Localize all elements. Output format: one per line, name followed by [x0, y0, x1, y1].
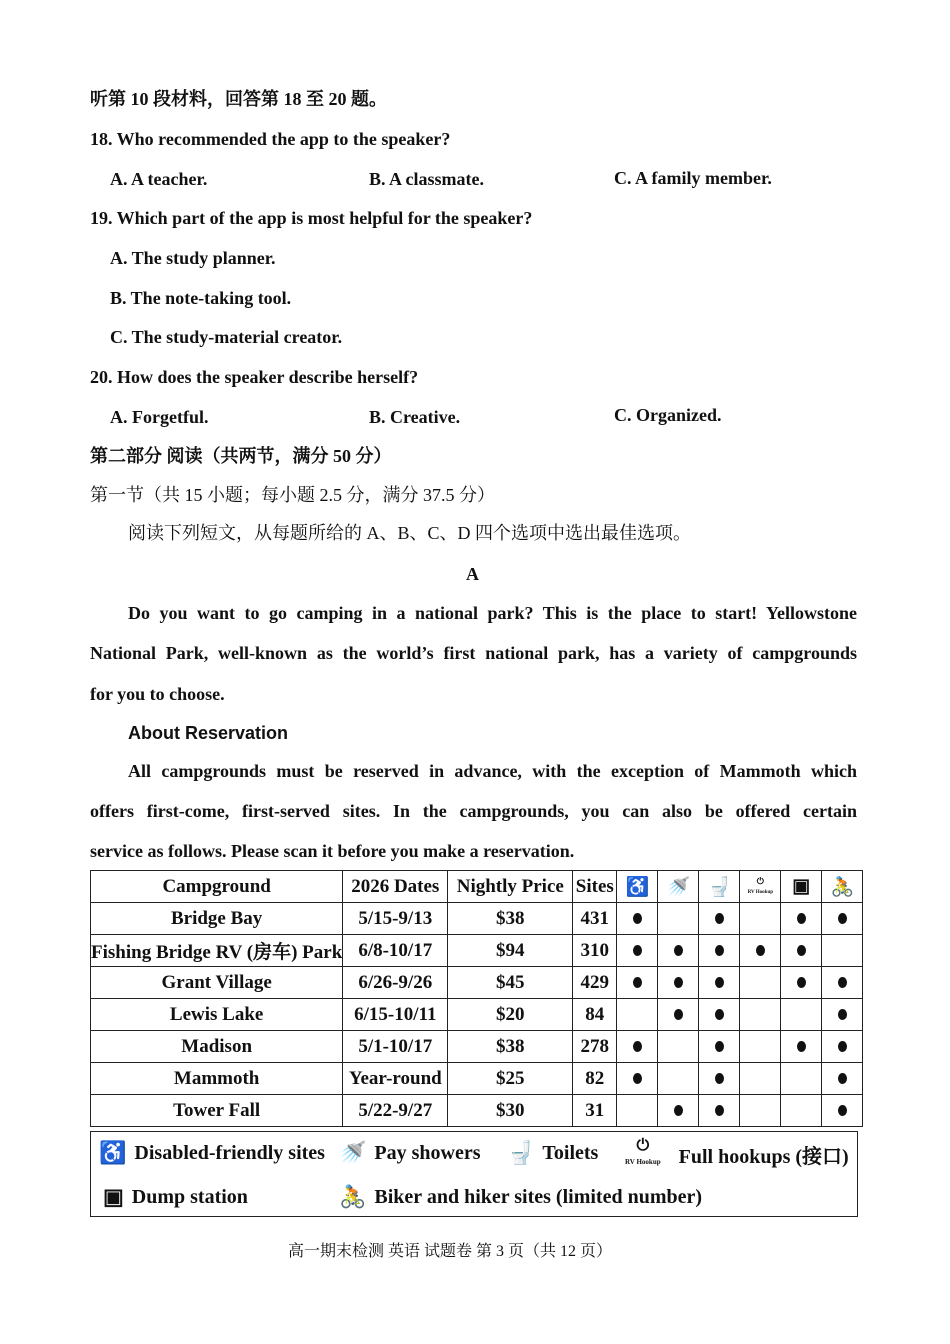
section-intro: 听第 10 段材料，回答第 18 至 20 题。 — [90, 89, 387, 109]
available-dot — [838, 913, 847, 924]
para1-line: National Park, well-known as the world’s first national park, has a variety of campgrounds — [90, 643, 857, 663]
dump-station-icon: ▣ — [103, 1184, 124, 1209]
para1-line: for you to choose. — [90, 684, 225, 704]
cell-price: $25 — [448, 1063, 573, 1095]
cell-feature — [740, 1095, 781, 1127]
cell-feature — [822, 1063, 863, 1095]
option: C. A family member. — [614, 168, 772, 188]
available-dot — [797, 913, 806, 924]
cell-name: Lewis Lake — [91, 999, 343, 1031]
cell-sites: 431 — [573, 903, 617, 935]
section-heading: About Reservation — [128, 723, 289, 743]
cell-name: Fishing Bridge RV (房车) Park — [91, 935, 343, 967]
col-sites: Sites — [573, 871, 617, 903]
cell-feature — [781, 935, 822, 967]
cell-feature — [617, 999, 658, 1031]
cell-feature — [658, 903, 699, 935]
bike-icon: 🚴 — [822, 871, 863, 903]
cell-sites: 429 — [573, 967, 617, 999]
cell-feature — [617, 1063, 658, 1095]
available-dot — [633, 1073, 642, 1084]
available-dot — [797, 945, 806, 956]
cell-price: $20 — [448, 999, 573, 1031]
cell-feature — [781, 967, 822, 999]
cell-feature — [822, 1095, 863, 1127]
table-row — [91, 935, 863, 967]
rv-hookup-icon: ⏻ RV Hookup — [625, 1138, 661, 1170]
available-dot — [715, 1041, 724, 1052]
cell-dates: Year-round — [343, 1063, 448, 1095]
para2-line: offers first-come, first-served sites. In the campgrounds, you can also be offered certain — [90, 801, 857, 821]
cell-feature — [699, 1063, 740, 1095]
question-19: 19. Which part of the app is most helpful for the speaker? — [90, 208, 533, 228]
available-dot — [715, 1009, 724, 1020]
option: A. Forgetful. — [110, 407, 209, 427]
cell-feature — [822, 1031, 863, 1063]
option: B. A classmate. — [369, 169, 484, 189]
available-dot — [797, 977, 806, 988]
cell-dates: 6/26-9/26 — [343, 967, 448, 999]
option: C. Organized. — [614, 405, 722, 425]
bike-icon: 🚴 — [339, 1184, 367, 1209]
table-row — [91, 903, 863, 935]
shower-icon: 🚿 — [339, 1140, 367, 1165]
cell-feature — [617, 903, 658, 935]
available-dot — [715, 945, 724, 956]
cell-feature — [822, 935, 863, 967]
available-dot — [715, 1105, 724, 1116]
cell-feature — [781, 1031, 822, 1063]
available-dot — [633, 977, 642, 988]
cell-feature — [699, 903, 740, 935]
available-dot — [633, 1041, 642, 1052]
legend-toilets: Toilets — [542, 1141, 599, 1164]
dump-station-icon: ▣ — [781, 871, 822, 903]
available-dot — [674, 977, 683, 988]
cell-feature — [822, 999, 863, 1031]
question-20: 20. How does the speaker describe herself? — [90, 367, 419, 387]
shower-icon: 🚿 — [658, 871, 699, 903]
table-header — [91, 871, 863, 903]
question-18: 18. Who recommended the app to the speaker? — [90, 129, 451, 149]
wheelchair-icon: ♿ — [617, 871, 658, 903]
cell-feature — [699, 967, 740, 999]
cell-feature — [740, 1031, 781, 1063]
available-dot — [674, 945, 683, 956]
cell-feature — [781, 999, 822, 1031]
hookup-caption: RV Hookup — [625, 1158, 661, 1166]
cell-feature — [822, 903, 863, 935]
table-row — [91, 967, 863, 999]
available-dot — [715, 913, 724, 924]
cell-dates: 6/8-10/17 — [343, 935, 448, 967]
available-dot — [756, 945, 765, 956]
option: B. Creative. — [369, 407, 461, 427]
cell-price: $94 — [448, 935, 573, 967]
available-dot — [838, 1105, 847, 1116]
cell-feature — [699, 1031, 740, 1063]
cell-feature — [617, 1095, 658, 1127]
cell-name: Mammoth — [91, 1063, 343, 1095]
cell-name: Bridge Bay — [91, 903, 343, 935]
cell-feature — [781, 903, 822, 935]
para2-line: All campgrounds must be reserved in advance, with the exception of Mammoth which — [128, 761, 857, 781]
available-dot — [633, 945, 642, 956]
cell-feature — [822, 967, 863, 999]
cell-feature — [740, 1063, 781, 1095]
wheelchair-icon: ♿ — [99, 1140, 127, 1165]
legend — [90, 1131, 858, 1217]
cell-sites: 310 — [573, 935, 617, 967]
available-dot — [838, 1041, 847, 1052]
table-row — [91, 1031, 863, 1063]
cell-feature — [617, 935, 658, 967]
campground-table — [90, 870, 863, 1127]
para1-line: Do you want to go camping in a national park? This is the place to start! Yellowstone — [128, 603, 857, 623]
toilet-icon: 🚽 — [699, 871, 740, 903]
available-dot — [674, 1009, 683, 1020]
cell-price: $38 — [448, 1031, 573, 1063]
cell-feature — [658, 1031, 699, 1063]
cell-name: Tower Fall — [91, 1095, 343, 1127]
legend-showers: Pay showers — [374, 1141, 481, 1164]
page-footer: 高一期末检测 英语 试题卷 第 3 页（共 12 页） — [288, 1243, 613, 1260]
cell-feature — [617, 1031, 658, 1063]
cell-sites: 31 — [573, 1095, 617, 1127]
available-dot — [838, 1073, 847, 1084]
para2-line: service as follows. Please scan it before you make a reservation. — [90, 841, 575, 861]
table-row — [91, 1063, 863, 1095]
option: C. The study-material creator. — [110, 327, 343, 347]
part2-title: 第二部分 阅读（共两节，满分 50 分） — [90, 446, 392, 466]
cell-feature — [658, 1063, 699, 1095]
cell-dates: 5/15-9/13 — [343, 903, 448, 935]
cell-name: Madison — [91, 1031, 343, 1063]
cell-dates: 5/22-9/27 — [343, 1095, 448, 1127]
available-dot — [797, 1041, 806, 1052]
toilet-icon: 🚽 — [507, 1140, 535, 1165]
cell-dates: 6/15-10/11 — [343, 999, 448, 1031]
instruction: 阅读下列短文，从每题所给的 A、B、C、D 四个选项中选出最佳选项。 — [128, 523, 692, 543]
cell-sites: 82 — [573, 1063, 617, 1095]
cell-sites: 84 — [573, 999, 617, 1031]
cell-feature — [781, 1095, 822, 1127]
legend-dump: Dump station — [131, 1185, 248, 1208]
cell-feature — [781, 1063, 822, 1095]
cell-feature — [740, 999, 781, 1031]
cell-feature — [699, 1095, 740, 1127]
available-dot — [838, 977, 847, 988]
section1-title: 第一节（共 15 小题；每小题 2.5 分，满分 37.5 分） — [90, 485, 495, 505]
cell-dates: 5/1-10/17 — [343, 1031, 448, 1063]
available-dot — [633, 913, 642, 924]
cell-feature — [658, 967, 699, 999]
rv-hookup-icon: ⏻ RV Hookup — [740, 871, 781, 903]
cell-feature — [699, 935, 740, 967]
legend-hookups: Full hookups (接口) — [678, 1145, 849, 1168]
cell-feature — [658, 1095, 699, 1127]
cell-price: $30 — [448, 1095, 573, 1127]
cell-feature — [699, 999, 740, 1031]
available-dot — [715, 1073, 724, 1084]
cell-feature — [740, 935, 781, 967]
cell-feature — [658, 999, 699, 1031]
cell-feature — [740, 967, 781, 999]
legend-biker: Biker and hiker sites (limited number) — [374, 1185, 703, 1208]
option: A. A teacher. — [110, 169, 208, 189]
option: B. The note-taking tool. — [110, 288, 292, 308]
legend-disabled: Disabled-friendly sites — [134, 1141, 325, 1164]
available-dot — [715, 977, 724, 988]
cell-sites: 278 — [573, 1031, 617, 1063]
table-row — [91, 999, 863, 1031]
option: A. The study planner. — [110, 248, 276, 268]
col-dates: 2026 Dates — [343, 871, 448, 903]
cell-feature — [617, 967, 658, 999]
cell-price: $38 — [448, 903, 573, 935]
col-price: Nightly Price — [448, 871, 573, 903]
cell-name: Grant Village — [91, 967, 343, 999]
cell-feature — [658, 935, 699, 967]
passage-label: A — [466, 564, 479, 584]
rv-hookup-caption: RV Hookup — [747, 889, 773, 895]
cell-feature — [740, 903, 781, 935]
col-campground: Campground — [91, 871, 343, 903]
cell-price: $45 — [448, 967, 573, 999]
available-dot — [838, 1009, 847, 1020]
table-row — [91, 1095, 863, 1127]
available-dot — [674, 1105, 683, 1116]
